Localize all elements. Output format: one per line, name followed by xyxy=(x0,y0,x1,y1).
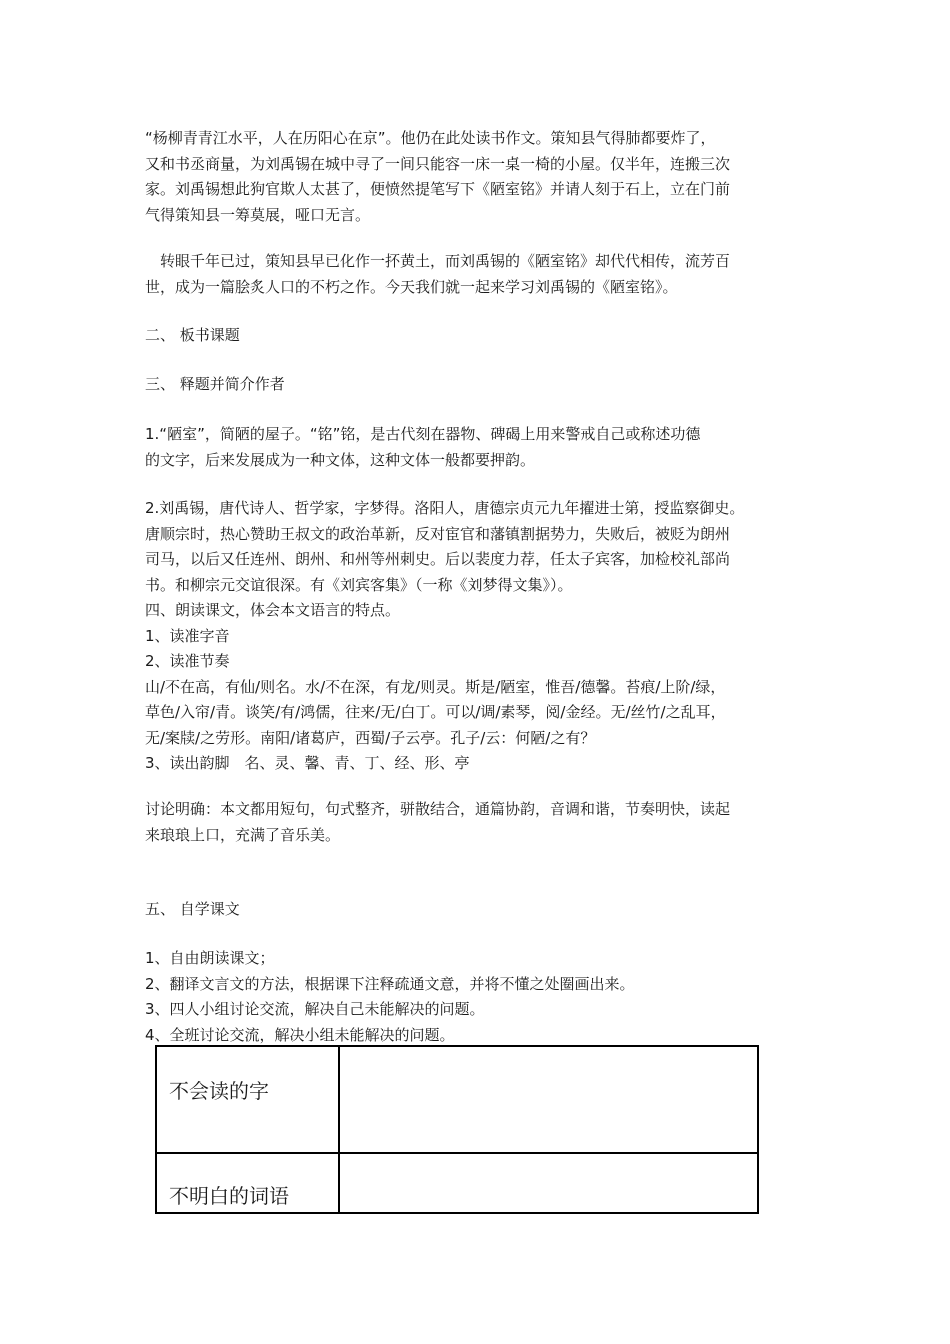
unclear-words-cell xyxy=(339,1153,758,1213)
text-line: 讨论明确：本文都用短句，句式整齐，骈散结合，通篇协韵，音调和谐，节奏明快，读起 xyxy=(145,800,731,818)
study-table xyxy=(155,1045,759,1214)
text-line: 家。刘禹锡想此狗官欺人太甚了，便愤然提笔写下《陋室铭》并请人刻于石上，立在门前 xyxy=(145,180,731,198)
text-line: 气得策知县一筹莫展，哑口无言。 xyxy=(145,205,371,224)
text-line: 山/不在高，有仙/则名。水/不在深，有龙/则灵。斯是/陋室，惟吾/德馨。苔痕/上阶/绿， xyxy=(145,677,726,696)
section3-item1 xyxy=(145,422,700,473)
text-line: 又和书丞商量，为刘禹锡在城中寻了一间只能容一床一桌一椅的小屋。仅半年，连搬三次 xyxy=(145,154,731,173)
unknown-characters-label: 不会读的字 xyxy=(156,1046,339,1153)
list-item: 3、四人小组讨论交流，解决自己未能解决的问题。 xyxy=(145,1000,485,1018)
text-line: 草色/入帘/青。谈笑/有/鸿儒，往来/无/白丁。可以/调/素琴，阅/金经。无/丝竹/之乱耳， xyxy=(145,703,726,721)
table-row xyxy=(156,1153,758,1213)
text-line: 唐顺宗时，热心赞助王叔文的政治革新，反对宦官和藩镇割据势力，失败后，被贬为朗州 xyxy=(145,524,731,543)
section4 xyxy=(145,598,726,777)
text-line: 2、读准节奏 xyxy=(145,652,230,670)
text-line: 转眼千年已过，策知县早已化作一抔黄土，而刘禹锡的《陋室铭》却代代相传，流芳百 xyxy=(145,252,731,270)
text-line: 1.“陋室”，简陋的屋子。“铭”铭，是古代刻在器物、碑碣上用来警戒自己或称述功德 xyxy=(145,425,701,443)
transition-paragraph xyxy=(145,249,730,300)
section3-item2 xyxy=(145,496,744,598)
text-line: 书。和柳宗元交谊很深。有《刘宾客集》（一称《刘梦得文集》）。 xyxy=(145,575,573,594)
discussion-paragraph xyxy=(145,797,730,848)
text-line: 无/案牍/之劳形。南阳/诸葛庐，西蜀/子云亭。孔子/云：何陋/之有？ xyxy=(145,728,596,747)
list-item: 2、翻译文言文的方法，根据课下注释疏通文意，并将不懂之处圈画出来。 xyxy=(145,974,635,993)
text-line: “杨柳青青江水平，人在历阳心在京”。他仍在此处读书作文。策知县气得肺都要炸了， xyxy=(145,129,716,147)
section3-heading: 三、 释题并简介作者 xyxy=(145,375,285,393)
text-line: 3、读出韵脚 名、灵、馨、青、丁、经、形、亭 xyxy=(145,754,470,772)
section5-list xyxy=(145,946,635,1048)
text-line: 2.刘禹锡，唐代诗人、哲学家，字梦得。洛阳人，唐德宗贞元九年擢进士第，授监察御史。 xyxy=(145,499,745,517)
section4-heading: 四、朗读课文，体会本文语言的特点。 xyxy=(145,601,401,619)
intro-paragraph xyxy=(145,126,730,228)
unknown-characters-cell xyxy=(339,1046,758,1153)
list-item: 1、自由朗读课文； xyxy=(145,949,275,967)
text-line: 司马，以后又任连州、朗州、和州等州刺史。后以裴度力荐，任太子宾客，加检校礼部尚 xyxy=(145,550,731,568)
text-line: 来琅琅上口，充满了音乐美。 xyxy=(145,825,341,844)
list-item: 4、全班讨论交流，解决小组未能解决的问题。 xyxy=(145,1025,455,1044)
table-row xyxy=(156,1046,758,1153)
text-line: 1、读准字音 xyxy=(145,626,230,645)
section5-heading: 五、 自学课文 xyxy=(145,900,240,918)
text-line: 世，成为一篇脍炙人口的不朽之作。今天我们就一起来学习刘禹锡的《陋室铭》。 xyxy=(145,277,678,296)
unclear-words-label: 不明白的词语 xyxy=(156,1153,339,1213)
section2-heading: 二、 板书课题 xyxy=(145,326,240,344)
text-line: 的文字，后来发展成为一种文体，这种文体一般都要押韵。 xyxy=(145,450,536,469)
